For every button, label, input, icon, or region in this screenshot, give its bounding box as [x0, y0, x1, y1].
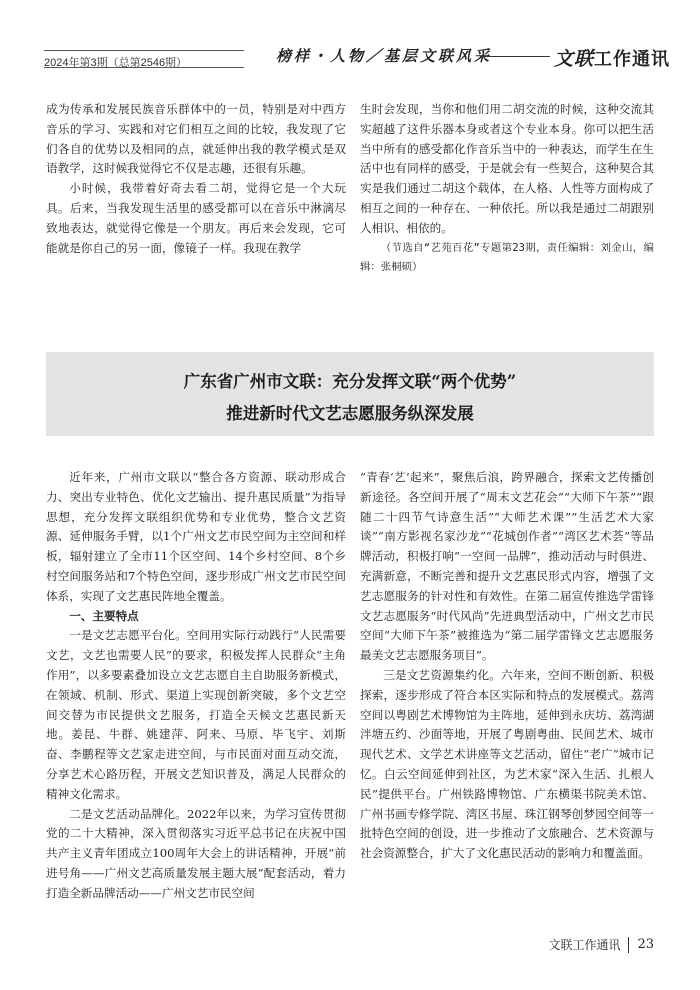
- editor-note: （节选自“艺苑百花”专题第23期，责任编辑：刘金山，编辑：张桐硕）: [360, 241, 654, 274]
- paragraph: 生时会发现，当你和他们用二胡交流的时候，这种交流其实超越了这件乐器本身或者这个专业本身。你可以把生活当中所有的感受都化作音乐当中的一种表达，而学生在生活中也有同样的感受，于是就会有一些契合，这种契合其实是我们通过二胡这个载体，在人格、人性等方面构成了相互之间的一种存在、一种依托。所以我是通过二胡跟别人相识、相依的。: [360, 102, 654, 235]
- top-left-column: [46, 100, 346, 258]
- header-dash: [480, 56, 550, 57]
- brand-mark: 文联: [553, 48, 594, 70]
- paragraph: 小时候，我带着好奇去看二胡，觉得它是一个大玩具。后来，当我发现生活里的感受都可以在音乐中淋漓尽致地表达，就觉得它像是一个朋友。再后来会发现，它可能就是你自己的另一面，像镜子一样。我现在教学: [46, 181, 346, 255]
- section-heading: 一、主要特点: [69, 608, 139, 623]
- top-right-column: [360, 100, 654, 278]
- paragraph: 一是文艺志愿平台化。空间用实际行动践行“人民需要文艺，文艺也需要人民”的要求，积极发挥人民群众“主角作用”，以多要素叠加设立文艺志愿自主自助服务新模式，在领域、机制、形式、渠道上实现创新突破，多个文艺空间交替为市民提供文艺服务，打造全天候文艺惠民新天地。姜昆、牛群、姚建萍、阿来、马原、毕飞宇、刘斯奋、李鹏程等文艺家走进空间，与市民面对面互动交流，分享艺术心路历程，开展文艺知识普及，满足人民群众的精神文化需求。: [46, 628, 346, 801]
- article-title: 广东省广州市文联：充分发挥文联“两个优势”: [183, 372, 517, 391]
- brand-text: 工作通讯: [594, 49, 670, 70]
- header-rule: [44, 67, 244, 68]
- paragraph: “青春‘艺’起来”，聚焦后浪，跨界融合，探索文艺传播创新途径。各空间开展了“周末文艺花会”“大师下午茶”“跟随二十四节气诗意生活”“大师艺术课”“生活艺术大家谈”“南方影视名家沙龙”“花城创作者”“湾区艺术荟”等品牌活动，积极打响“一空间一品牌”，推动活动与时俱进、充满新意，不断完善和提升文艺惠民形式内容，增强了文艺志愿服务的针对性和有效性。在第二届宣传推选学雷锋文艺志愿服务“时代风尚”先进典型活动中，广州文艺市民空间“大师下午茶”被推选为“第二届学雷锋文艺志愿服务最美文艺志愿服务项目”。: [360, 470, 654, 663]
- article-left-column: [46, 468, 346, 904]
- article-right-column: [360, 468, 654, 864]
- page-footer: [548, 936, 654, 953]
- article-title-band: [46, 352, 654, 436]
- page-number: 23: [637, 937, 654, 952]
- paragraph: 二是文艺活动品牌化。2022年以来，为学习宣传贯彻党的二十大精神，深入贯彻落实习近平总书记在庆祝中国共产主义青年团成立100周年大会上的讲话精神，开展“前进号角——广州文艺高质量发展主题大展”配套活动，着力打造全新品牌活动——广州文艺市民空间: [46, 806, 346, 900]
- article-subtitle: 推进新时代文艺志愿服务纵深发展: [226, 404, 474, 423]
- intro-paragraph: 近年来，广州市文联以“整合各方资源、联动形成合力、突出专业特色、优化文艺输出、提升惠民质量”为指导思想，充分发挥文联组织优势和专业优势，整合文艺资源、延伸服务手臂，以1个广州文艺市民空间为主空间和样板，辐射建立了全市11个区空间、14个乡村空间、8个乡村空间服务站和7个特色空间，逐步形成广州文艺市民空间体系，实现了文艺惠民阵地全覆盖。: [46, 470, 346, 603]
- publication-brand: [554, 44, 670, 71]
- paragraph: 成为传承和发展民族音乐群体中的一员，特别是对中西方音乐的学习、实践和对它们相互之间的比较，我发现了它们各自的优势以及相同的点，就延伸出我的教学模式是双语教学，这时候我觉得它不仅是志趣，还很有乐趣。: [46, 102, 346, 176]
- footer-divider: [628, 937, 629, 953]
- paragraph: 三是文艺资源集约化。六年来，空间不断创新、积极探索，逐步形成了符合本区实际和特点的发展模式。荔湾空间以粤剧艺术博物馆为主阵地，延伸到永庆坊、荔湾湖泮塘五约、沙面等地，开展了粤剧粤曲、民间艺术、城市现代艺术、文学艺术讲座等文艺活动，留住“老广”城市记忆。白云空间延伸到社区，为艺术家“深入生活、扎根人民”提供平台。广州铁路博物馆、广东横渠书院美术馆、广州书画专修学院、湾区书屋、珠江钢琴创梦园空间等一批特色空间的创设，进一步推动了文旅融合、艺术资源与社会资源整合，扩大了文化惠民活动的影响力和覆盖面。: [360, 667, 654, 861]
- header-rule: [44, 50, 244, 51]
- page-header: [44, 40, 670, 76]
- issue-number: 2024年第3期（总第2546期）: [44, 57, 188, 69]
- section-tag: 榜样・人物／基层文联风采: [276, 47, 493, 65]
- footer-label: 文联工作通讯: [548, 938, 621, 952]
